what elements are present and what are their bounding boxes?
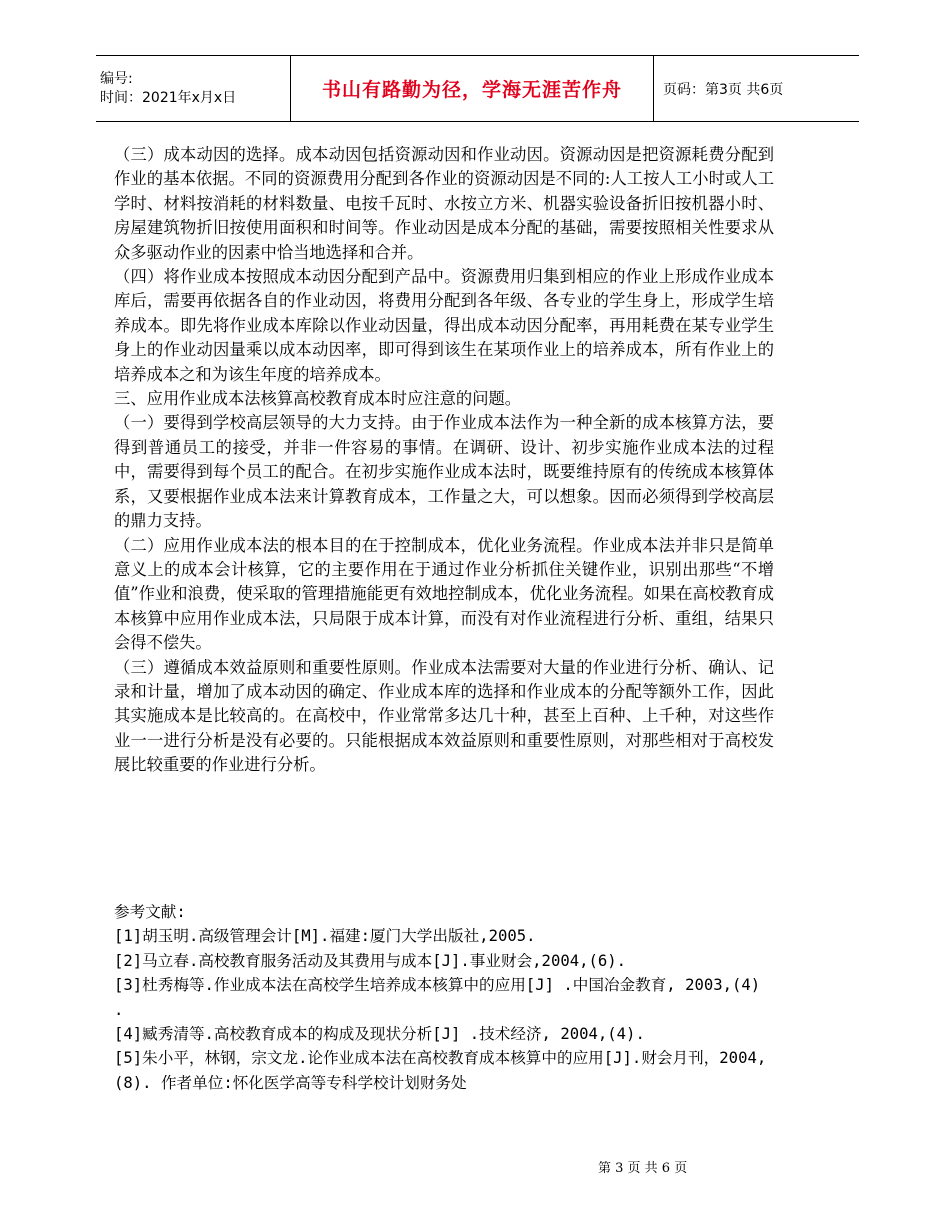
header-page-info: 页码：第3页 共6页 xyxy=(654,56,860,122)
paragraph: （一）要得到学校高层领导的大力支持。由于作业成本法作为一种全新的成本核算方法，要得到普通员工的接受，并非一件容易的事情。在调研、设计、初步实施作业成本法的过程中，需要得到每个员工的配合。在初步实施作业成本法时，既要维持原有的传统成本核算体系，又要根据作业成本法来计算教育成本，工作量之大，可以想象。因而必须得到学校高层的鼎力支持。 xyxy=(114,413,774,531)
reference-item: [5]朱小平，林钢，宗文龙.论作业成本法在高校教育成本核算中的应用[J].财会月刊，2004,(8). 作者单位:怀化医学高等专科学校计划财务处 xyxy=(114,1049,767,1092)
page-footer: 第 3 页 共 6 页 xyxy=(598,1161,688,1176)
section-heading: 三、应用作业成本法核算高校教育成本时应注意的问题。 xyxy=(114,389,522,409)
header-left-cell xyxy=(96,56,291,122)
page-header xyxy=(96,55,859,122)
document-date: 时间：2021年x月x日 xyxy=(100,89,237,106)
paragraph: （四）将作业成本按照成本动因分配到产品中。资源费用归集到相应的作业上形成作业成本库后，需要再依据各自的作业动因，将费用分配到各年级、各专业的学生身上，形成学生培养成本。即先将作业成本库除以作业动因量，得出成本动因分配率，再用耗费在某专业学生身上的作业动因量乘以成本动因率，即可得到该生在某项作业上的培养成本，所有作业上的培养成本之和为该生年度的培养成本。 xyxy=(114,267,774,384)
reference-item: [1]胡玉明.高级管理会计[M].福建:厦门大学出版社,2005. xyxy=(114,927,536,946)
body-text xyxy=(114,143,774,778)
reference-item: [4]臧秀清等.高校教育成本的构成及现状分析[J] .技术经济, 2004,(4). xyxy=(114,1025,645,1044)
document-number-label: 编号: xyxy=(100,70,133,87)
paragraph: （三）成本动因的选择。成本动因包括资源动因和作业动因。资源动因是把资源耗费分配到作业的基本依据。不同的资源费用分配到各作业的资源动因是不同的:人工按人工小时或人工学时、材料按消耗的材料数量、电按千瓦时、水按立方米、机器实验设备折旧按机器小时、房屋建筑物折旧按使用面积和时间等。作业动因是成本分配的基础，需要按照相关性要求从众多驱动作业的因素中恰当地选择和合并。 xyxy=(114,145,774,262)
reference-item: [2]马立春.高校教育服务活动及其费用与成本[J].事业财会,2004,(6). xyxy=(114,951,627,970)
references-section xyxy=(114,900,774,1095)
paragraph: （三）遵循成本效益原则和重要性原则。作业成本法需要对大量的作业进行分析、确认、记录和计量，增加了成本动因的确定、作业成本库的选择和作业成本的分配等额外工作，因此其实施成本是比较高的。在高校中，作业常常多达几十种，甚至上百种、上千种，对这些作业一一进行分析是没有必要的。只能根据成本效益原则和重要性原则，对那些相对于高校发展比较重要的作业进行分析。 xyxy=(114,657,774,775)
paragraph: （二）应用作业成本法的根本目的在于控制成本，优化业务流程。作业成本法并非只是简单意义上的成本会计核算，它的主要作用在于通过作业分析抓住关键作业，识别出那些“不增值”作业和浪费，使采取的管理措施能更有效地控制成本，优化业务流程。如果在高校教育成本核算中应用作业成本法，只局限于成本计算，而没有对作业流程进行分析、重组，结果只会得不偿失。 xyxy=(114,535,774,653)
reference-item: [3]杜秀梅等.作业成本法在高校学生培养成本核算中的应用[J] .中国冶金教育, 2003,(4) . xyxy=(114,976,761,1019)
references-heading: 参考文献: xyxy=(114,903,186,921)
header-motto: 书山有路勤为径，学海无涯苦作舟 xyxy=(291,56,654,122)
